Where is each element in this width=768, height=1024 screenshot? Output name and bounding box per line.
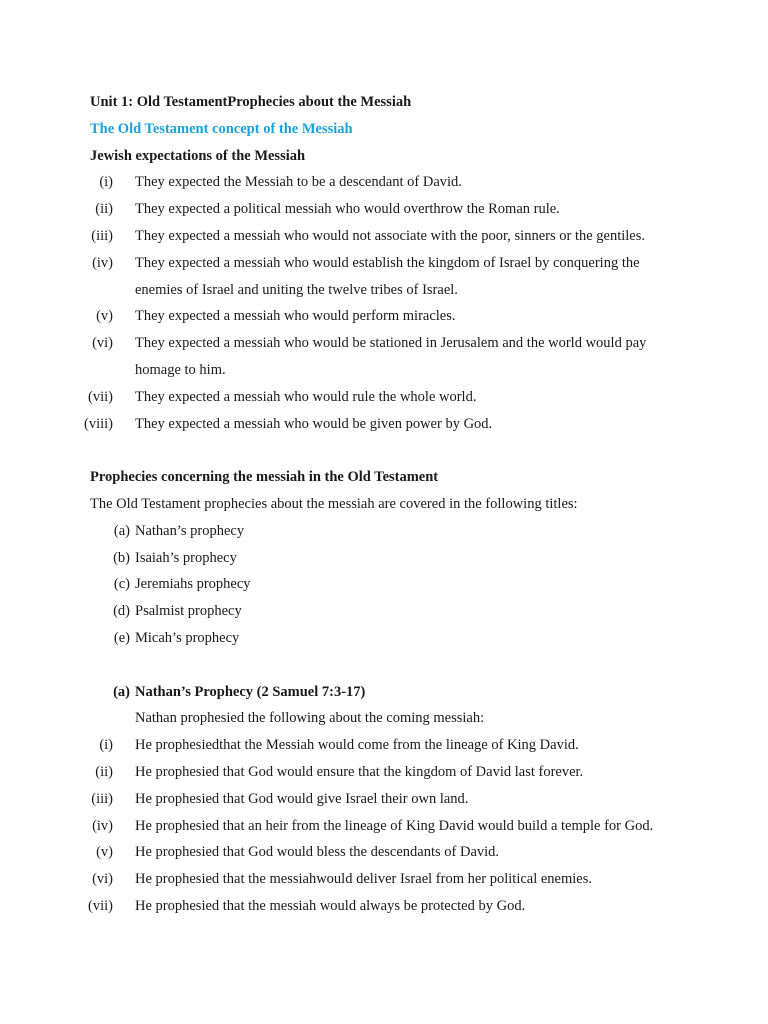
list-item: [0, 223, 768, 250]
list-number: (iii): [91, 227, 113, 244]
list-text: Micah’s prophecy: [135, 629, 240, 646]
list-text: Nathan’s prophecy: [135, 522, 245, 539]
list-text: He prophesied that an heir from the lineage of King David would build a temple for God.: [135, 817, 654, 834]
list-item: [0, 813, 768, 840]
list-text: He prophesied that the messiah would always be protected by God.: [135, 897, 526, 914]
expectations-heading: Jewish expectations of the Messiah: [90, 147, 306, 164]
list-item: [0, 598, 768, 625]
section-number: (a): [113, 683, 130, 700]
list-number: (v): [96, 308, 113, 325]
list-item: [0, 625, 768, 652]
list-text: He prophesied that God would give Israel their own land.: [135, 790, 469, 807]
list-item: [0, 732, 768, 759]
unit-title: Unit 1: Old TestamentProphecies about the Messiah: [90, 94, 412, 110]
spacer: [0, 437, 768, 464]
list-number: (i): [99, 737, 113, 754]
list-text: They expected a messiah who would establish the kingdom of Israel by conquering the: [135, 254, 640, 271]
list-number: (iv): [92, 254, 113, 271]
list-item: [0, 839, 768, 866]
list-number: (i): [99, 174, 113, 191]
list-number: (c): [113, 576, 130, 593]
list-text: He prophesied that God would bless the descendants of David.: [135, 844, 500, 861]
list-item: [0, 169, 768, 196]
list-number: (vi): [92, 335, 113, 352]
list-text: They expected the Messiah to be a descendant of David.: [135, 174, 462, 191]
concept-heading: The Old Testament concept of the Messiah: [90, 120, 353, 137]
list-item: [0, 384, 768, 411]
list-text: They expected a messiah who would not associate with the poor, sinners or the gentiles.: [135, 227, 646, 244]
list-item: [0, 893, 768, 920]
spacer: [0, 652, 768, 679]
nathan-heading: Nathan’s Prophecy (2 Samuel 7:3-17): [135, 683, 366, 700]
list-number: (vi): [92, 871, 113, 888]
list-item: [0, 303, 768, 330]
list-item: [0, 866, 768, 893]
list-text: Psalmist prophecy: [135, 603, 242, 620]
list-item: [0, 330, 768, 357]
list-item: [0, 545, 768, 572]
list-item-continuation: [0, 357, 768, 384]
list-number: (iv): [92, 817, 113, 834]
list-number: (d): [113, 603, 130, 620]
list-text: He prophesied that the messiahwould deliver Israel from her political enemies.: [135, 871, 593, 888]
list-item: [0, 518, 768, 545]
list-text: enemies of Israel and uniting the twelve tribes of Israel.: [135, 281, 458, 298]
list-text: He prophesied that God would ensure that the kingdom of David last forever.: [135, 763, 584, 780]
list-number: (ii): [95, 763, 113, 780]
list-number: (e): [113, 629, 130, 646]
list-item-continuation: [0, 277, 768, 304]
list-item: [0, 411, 768, 438]
list-item: [0, 196, 768, 223]
list-text: They expected a messiah who would be stationed in Jerusalem and the world would pay: [135, 335, 647, 352]
list-number: (v): [96, 844, 113, 861]
list-number: (vii): [88, 897, 113, 914]
list-text: Jeremiahs prophecy: [135, 576, 251, 593]
document-page: [0, 89, 768, 920]
nathan-intro-row: [0, 705, 768, 732]
nathan-intro: Nathan prophesied the following about the coming messiah:: [135, 710, 485, 727]
list-item: [0, 571, 768, 598]
list-number: (vii): [88, 388, 113, 405]
list-text: homage to him.: [135, 361, 226, 378]
list-number: (b): [113, 549, 130, 566]
list-item: [0, 786, 768, 813]
list-item: [0, 250, 768, 277]
list-number: (iii): [91, 790, 113, 807]
list-number: (a): [113, 522, 130, 539]
prophecies-intro: The Old Testament prophecies about the messiah are covered in the following titles:: [90, 495, 578, 512]
nathan-heading-row: [0, 679, 768, 706]
list-number: (viii): [84, 415, 113, 432]
list-text: They expected a messiah who would rule the whole world.: [135, 388, 477, 405]
list-text: They expected a political messiah who would overthrow the Roman rule.: [135, 201, 560, 218]
list-item: [0, 759, 768, 786]
list-text: Isaiah’s prophecy: [135, 549, 237, 566]
prophecies-heading: Prophecies concerning the messiah in the Old Testament: [90, 469, 439, 486]
list-text: They expected a messiah who would perform miracles.: [135, 308, 456, 325]
list-number: (ii): [95, 201, 113, 218]
list-text: They expected a messiah who would be given power by God.: [135, 415, 493, 432]
list-text: He prophesiedthat the Messiah would come from the lineage of King David.: [135, 737, 579, 754]
